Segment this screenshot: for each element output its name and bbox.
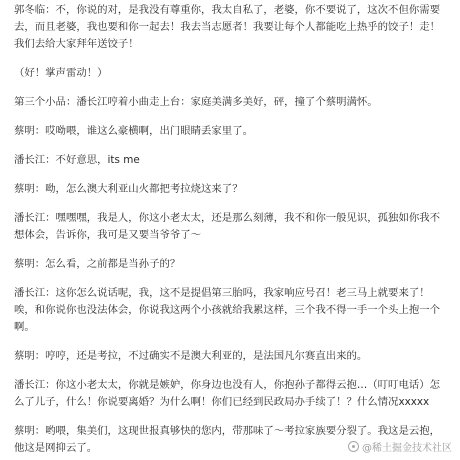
paragraph-third-skit: 第三个小品：潘长江哼着小曲走上台：家庭美满多美好，砰，撞了个蔡明满怀。 bbox=[14, 96, 378, 108]
watermark bbox=[348, 439, 452, 454]
paragraph-pan-changjiang-4: 潘长江：你这小老太太，你就是嫉妒，你身边也没有人，你抱孙子都得云抱…（叮叮电话）怎么了儿子，什么！你说要离婚？为什么啊！你们已经到民政局办手续了！？什么情况xxxxx bbox=[14, 379, 441, 408]
paragraph-guo-dongling: 郭冬临：不，你说的对，是我没有尊重你，我太自私了，老婆，你不要说了，这次不但你需要去，而且老婆，我也要和你一起去！我去当志愿者！我要让每个人都能吃上热乎的饺子！走！我们去给大家拜年送饺子！ bbox=[14, 4, 441, 50]
paragraph-pan-changjiang-3: 潘长江：这你怎么说话呢，我，这不是提倡第三胎吗，我家响应号召！老三马上就要来了！唉，和你说你也没法体会，你说我这两个小孩就给我累这样，三个我不得一手一个头上抱一个啊。 bbox=[14, 287, 441, 333]
paragraph-cai-ming-4: 蔡明：哼哼，还是考拉，不过确实不是澳大利亚的，是法国凡尔赛直出来的。 bbox=[14, 350, 368, 362]
paragraph-pan-changjiang-2: 潘长江：嘿嘿嘿，我是人，你这小老太太，还是那么刻薄，我不和你一般见识，孤独如你我不想体会，告诉你，我可是又要当爷爷了～ bbox=[14, 212, 441, 241]
paragraph-cai-ming-2: 蔡明：呦，怎么澳大利亚山火都把考拉烧这来了？ bbox=[14, 183, 243, 195]
paragraph-cai-ming-3: 蔡明：怎么看，之前都是当孙子的？ bbox=[14, 258, 181, 270]
paragraph-pan-changjiang-1: 潘长江：不好意思，its me bbox=[14, 154, 140, 166]
paragraph-applause: （好！掌声雷动！） bbox=[14, 67, 108, 79]
juejin-logo-icon bbox=[348, 441, 359, 452]
paragraph-cai-ming-5: 蔡明：哟喂，集美们，这现世报真够快的您内，带那味了～考拉家族要分裂了。我这是云抱，他这是网抑云了。 bbox=[14, 425, 441, 454]
watermark-text: @稀土掘金技术社区 bbox=[362, 443, 452, 454]
paragraph-cai-ming-1: 蔡明：哎呦喂，谁这么豪横啊，出门眼睛丢家里了。 bbox=[14, 125, 253, 137]
